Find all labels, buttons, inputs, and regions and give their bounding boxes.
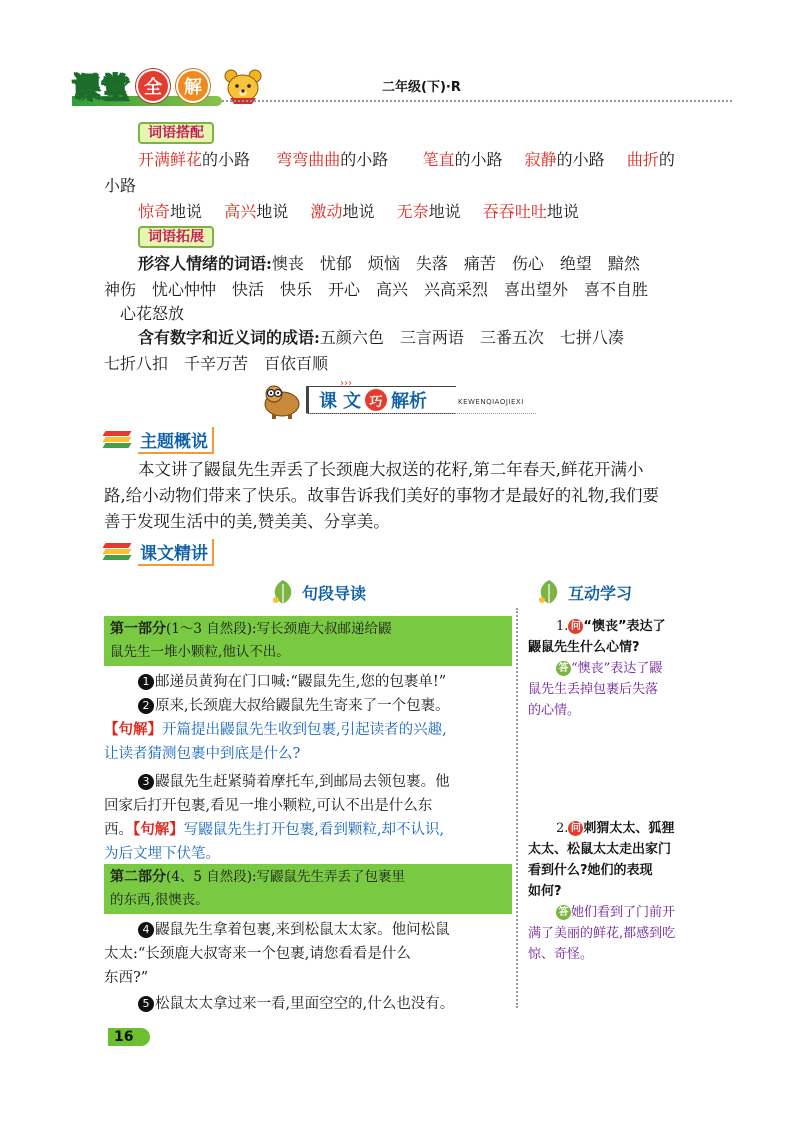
jujie-tag: 【句解】 xyxy=(133,822,184,838)
para-4-line-1 xyxy=(138,918,450,942)
collocation-black: 地说 xyxy=(342,202,375,221)
logo-circle-jie: 解 xyxy=(176,69,210,103)
q2-text-d: 如何? xyxy=(528,884,562,899)
banner-underline xyxy=(306,413,536,414)
question-icon: 问 xyxy=(568,619,583,634)
para-3-text-c: 西。 xyxy=(104,822,133,838)
para-number-icon: 2 xyxy=(138,698,154,714)
banner-pinyin: KEWENQIAOJIEXI xyxy=(458,398,524,406)
idiom-label: 含有数字和近义词的成语: xyxy=(138,328,320,347)
q2-text-c: 看到什么?她们的表现 xyxy=(528,863,653,878)
leaf-icon xyxy=(270,578,296,606)
col-left-header xyxy=(270,578,366,606)
collocation-black: 地说 xyxy=(428,202,461,221)
ciyu-dapei-tag: 词语搭配 xyxy=(138,122,214,144)
jujie-2-text-a: 写鼹鼠先生打开包裹,看到颗粒,却不认识, xyxy=(183,822,445,838)
collocation-black: 的 xyxy=(658,150,675,169)
emotion-line-2: 神伤 忧心忡忡 快活 快乐 开心 高兴 兴高采烈 喜出望外 喜不自胜 xyxy=(104,280,649,299)
col-right-header xyxy=(536,578,632,606)
q2-text-b: 太太、松鼠太太走出家门 xyxy=(528,842,672,857)
a2-text-c: 惊、奇怪。 xyxy=(528,947,594,962)
q1-number: 1. xyxy=(556,619,569,634)
collocation-black: 的小路 xyxy=(454,150,503,169)
header-dotted-line xyxy=(222,100,732,102)
stripe-icon xyxy=(104,543,132,561)
stripe-icon xyxy=(104,431,132,449)
emotion-line-1 xyxy=(138,252,640,276)
jujie-tag: 【句解】 xyxy=(104,722,162,738)
para-2-text: 原来,长颈鹿大叔给鼹鼠先生寄来了一个包裹。 xyxy=(155,698,450,714)
collocation-red: 惊奇 xyxy=(138,202,171,221)
logo-circle-quan: 全 xyxy=(136,69,170,103)
part-1-line-2: 鼠先生一堆小颗粒,他认不出。 xyxy=(110,644,290,660)
part-2-heading: 第二部分 xyxy=(110,869,166,885)
para-number-icon: 5 xyxy=(138,996,154,1012)
zhuti-line-2: 路,给小动物们带来了快乐。故事告诉我们美好的事物才是最好的礼物,我们要 xyxy=(104,486,659,505)
banner-jiexi: 解析 xyxy=(391,391,427,412)
para-1-text: 邮递员黄狗在门口喊:“鼹鼠先生,您的包裹单!” xyxy=(155,674,447,690)
leaf-icon xyxy=(536,578,562,606)
collocation-row-1 xyxy=(138,148,675,172)
jujie-1-text-a: 开篇提出鼹鼠先生收到包裹,引起读者的兴趣, xyxy=(162,722,447,738)
para-5-text: 松鼠太太拿过来一看,里面空空的,什么也没有。 xyxy=(155,996,455,1012)
zhuti-header xyxy=(104,428,214,452)
para-5 xyxy=(138,992,454,1016)
a1-text-c: 的心情。 xyxy=(528,703,581,718)
zhuti-line-1: 本文讲了鼹鼠先生弄丢了长颈鹿大叔送的花籽,第二年春天,鲜花开满小 xyxy=(138,460,644,479)
zhuti-title: 主题概说 xyxy=(138,427,214,454)
idiom-line-1 xyxy=(138,326,624,350)
part-2-range: (4、5 自然段):写鼹鼠先生弄丢了包裹里 xyxy=(166,869,406,885)
para-number-icon: 1 xyxy=(138,674,154,690)
para-1 xyxy=(138,670,446,694)
logo-text: 课堂 xyxy=(72,71,131,104)
side-q1 xyxy=(528,616,708,721)
idiom-line-2: 七折八扣 千辛万苦 百依百顺 xyxy=(104,354,329,373)
side-q2 xyxy=(528,818,708,965)
col-left-title: 句段导读 xyxy=(302,583,367,603)
para-3-line-3 xyxy=(104,818,444,842)
para-4-line-2: 太太:“长颈鹿大叔寄来一个包裹,请您看看是什么 xyxy=(104,946,411,962)
para-3-text-a: 鼹鼠先生赶紧骑着摩托车,到邮局去领包裹。他 xyxy=(155,774,450,790)
para-number-icon: 4 xyxy=(138,922,154,938)
ciyu-tuozhan-tag: 词语拓展 xyxy=(138,226,214,248)
kewen-qiao-jiexi-banner xyxy=(258,380,538,420)
collocation-red: 寂静 xyxy=(524,150,557,169)
part-2-line-2: 的东西,很懊丧。 xyxy=(110,892,209,908)
q1-text-b: 鼹鼠先生什么心情? xyxy=(528,640,640,655)
part-1-range: (1～3 自然段):写长颈鹿大叔邮递给鼹 xyxy=(166,621,392,637)
collocation-black: 地说 xyxy=(170,202,203,221)
collocation-red: 开满鲜花 xyxy=(138,150,203,169)
zhuti-line-3: 善于发现生活中的美,赞美美、分享美。 xyxy=(104,512,390,531)
col-right-title: 互动学习 xyxy=(568,583,633,603)
a2-text-b: 满了美丽的鲜花,都感到吃 xyxy=(528,926,676,941)
collocation-red: 高兴 xyxy=(224,202,257,221)
collocation-red: 弯弯曲曲 xyxy=(276,150,341,169)
a2-text-a: 她们看到了门前开 xyxy=(571,905,676,920)
collocation-red: 吞吞吐吐 xyxy=(482,202,547,221)
collocation-row-1-cont: 小路 xyxy=(104,176,137,195)
collocation-black: 的小路 xyxy=(556,150,605,169)
collocation-red: 曲折 xyxy=(626,150,659,169)
part-2-box xyxy=(104,864,512,914)
camel-mascot-icon xyxy=(258,380,304,420)
ciyu-dapei-section xyxy=(138,122,214,144)
q2-number: 2. xyxy=(556,821,569,836)
para-3-line-2: 回家后打开包裹,看见一堆小颗粒,可认不出是什么东 xyxy=(104,798,433,814)
emotion-line-3: 心花怒放 xyxy=(120,304,185,323)
ciyu-tuozhan-section xyxy=(138,226,214,248)
collocation-black: 地说 xyxy=(546,202,579,221)
collocation-black: 的小路 xyxy=(202,150,251,169)
idiom-words: 五颜六色 三言两语 三番五次 七拼八凑 xyxy=(319,328,624,347)
emotion-label: 形容人情绪的词语: xyxy=(138,254,272,273)
answer-icon: 答 xyxy=(556,661,571,676)
banner-title xyxy=(306,386,456,414)
q2-text-a: 刺猬太太、狐狸 xyxy=(583,821,675,836)
grade-label: 二年级(下)·R xyxy=(382,80,461,95)
collocation-red: 无奈 xyxy=(396,202,429,221)
bear-mascot-icon xyxy=(222,68,264,104)
collocation-black: 地说 xyxy=(256,202,289,221)
part-1-box xyxy=(104,616,512,666)
page-header xyxy=(72,66,732,106)
banner-arrows-icon: ››› xyxy=(340,378,352,389)
q1-text-a: “懊丧”表达了 xyxy=(583,619,666,634)
part-1-heading: 第一部分 xyxy=(110,621,166,637)
page-number: 16 xyxy=(108,1028,150,1046)
para-number-icon: 3 xyxy=(138,774,154,790)
collocation-black: 的小路 xyxy=(340,150,389,169)
emotion-words: 懊丧 忧郁 烦恼 失落 痛苦 伤心 绝望 黯然 xyxy=(271,254,640,273)
para-4-line-3: 东西?” xyxy=(104,970,149,986)
collocation-row-2 xyxy=(138,200,579,224)
collocation-red: 激动 xyxy=(310,202,343,221)
a1-text-b: 鼠先生丢掉包裹后失落 xyxy=(528,682,659,697)
jujie-2-line-2: 为后文埋下伏笔。 xyxy=(104,846,220,862)
collocation-red: 笔直 xyxy=(422,150,455,169)
banner-qiao-circle: 巧 xyxy=(365,389,387,411)
para-4-text-a: 鼹鼠先生拿着包裹,来到松鼠太太家。他问松鼠 xyxy=(155,922,450,938)
a1-text-a: “懊丧”表达了鼹 xyxy=(571,661,663,676)
jujie-1-line-2: 让读者猜测包裹中到底是什么? xyxy=(104,746,301,762)
para-3-line-1 xyxy=(138,770,450,794)
kewen-title: 课文精讲 xyxy=(138,539,214,566)
answer-icon: 答 xyxy=(556,905,571,920)
jujie-1-line-1 xyxy=(104,718,447,742)
para-2 xyxy=(138,694,450,718)
kewen-header xyxy=(104,540,214,564)
banner-ke: 课 xyxy=(319,391,337,412)
question-icon: 问 xyxy=(568,821,583,836)
column-divider xyxy=(516,608,518,1008)
logo xyxy=(72,66,210,106)
banner-wen: 文 xyxy=(343,391,361,412)
